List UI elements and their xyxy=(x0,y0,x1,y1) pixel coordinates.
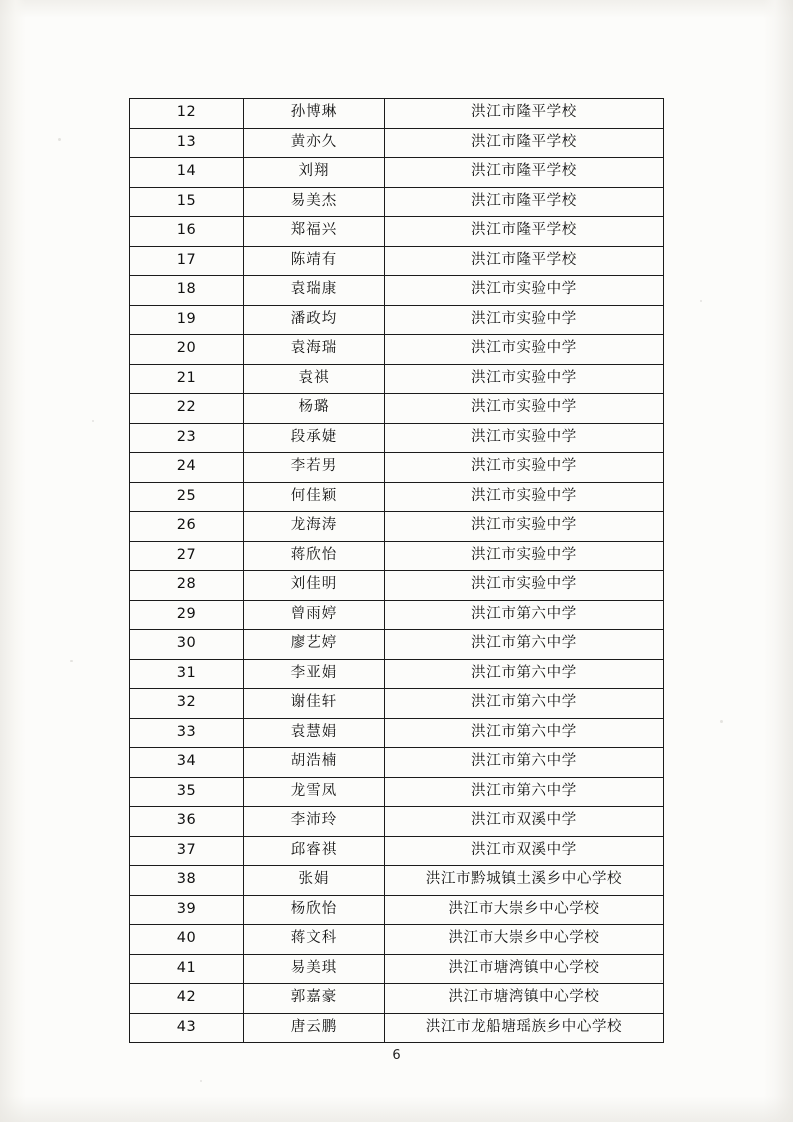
scan-speck xyxy=(200,1080,202,1082)
table-row xyxy=(130,187,664,217)
table-row xyxy=(130,866,664,896)
cell-student-name: 郑福兴 xyxy=(244,217,385,247)
cell-sequence-number: 25 xyxy=(130,482,244,512)
cell-sequence-number: 31 xyxy=(130,659,244,689)
table-row xyxy=(130,423,664,453)
cell-sequence-number: 20 xyxy=(130,335,244,365)
table-row xyxy=(130,659,664,689)
roster-table-container xyxy=(129,98,660,1043)
cell-sequence-number: 27 xyxy=(130,541,244,571)
cell-sequence-number: 23 xyxy=(130,423,244,453)
cell-student-name: 李沛玲 xyxy=(244,807,385,837)
cell-sequence-number: 26 xyxy=(130,512,244,542)
cell-school-name: 洪江市隆平学校 xyxy=(385,158,664,188)
table-row xyxy=(130,246,664,276)
cell-student-name: 黄亦久 xyxy=(244,128,385,158)
cell-school-name: 洪江市实验中学 xyxy=(385,571,664,601)
cell-sequence-number: 13 xyxy=(130,128,244,158)
cell-student-name: 陈靖有 xyxy=(244,246,385,276)
cell-school-name: 洪江市大崇乡中心学校 xyxy=(385,925,664,955)
cell-school-name: 洪江市实验中学 xyxy=(385,541,664,571)
scan-speck xyxy=(70,660,73,662)
cell-sequence-number: 43 xyxy=(130,1013,244,1043)
cell-student-name: 李亚娟 xyxy=(244,659,385,689)
cell-student-name: 何佳颖 xyxy=(244,482,385,512)
cell-school-name: 洪江市实验中学 xyxy=(385,423,664,453)
cell-sequence-number: 28 xyxy=(130,571,244,601)
cell-school-name: 洪江市黔城镇土溪乡中心学校 xyxy=(385,866,664,896)
cell-student-name: 段承婕 xyxy=(244,423,385,453)
table-row xyxy=(130,217,664,247)
scan-speck xyxy=(700,300,702,302)
cell-sequence-number: 17 xyxy=(130,246,244,276)
cell-school-name: 洪江市隆平学校 xyxy=(385,217,664,247)
scan-shadow-right xyxy=(763,0,793,1122)
table-row xyxy=(130,571,664,601)
cell-school-name: 洪江市第六中学 xyxy=(385,777,664,807)
table-row xyxy=(130,453,664,483)
table-row xyxy=(130,984,664,1014)
cell-school-name: 洪江市龙船塘瑶族乡中心学校 xyxy=(385,1013,664,1043)
table-row xyxy=(130,1013,664,1043)
table-row xyxy=(130,335,664,365)
cell-student-name: 蒋欣怡 xyxy=(244,541,385,571)
cell-sequence-number: 22 xyxy=(130,394,244,424)
cell-student-name: 龙海涛 xyxy=(244,512,385,542)
cell-school-name: 洪江市大崇乡中心学校 xyxy=(385,895,664,925)
cell-sequence-number: 12 xyxy=(130,99,244,129)
cell-student-name: 邱睿祺 xyxy=(244,836,385,866)
table-row xyxy=(130,925,664,955)
cell-school-name: 洪江市隆平学校 xyxy=(385,99,664,129)
cell-student-name: 蒋文科 xyxy=(244,925,385,955)
cell-sequence-number: 39 xyxy=(130,895,244,925)
cell-student-name: 袁海瑞 xyxy=(244,335,385,365)
cell-school-name: 洪江市第六中学 xyxy=(385,689,664,719)
cell-student-name: 郭嘉豪 xyxy=(244,984,385,1014)
table-row xyxy=(130,394,664,424)
cell-student-name: 易美杰 xyxy=(244,187,385,217)
cell-sequence-number: 21 xyxy=(130,364,244,394)
cell-student-name: 易美琪 xyxy=(244,954,385,984)
cell-school-name: 洪江市塘湾镇中心学校 xyxy=(385,984,664,1014)
table-row xyxy=(130,482,664,512)
cell-school-name: 洪江市隆平学校 xyxy=(385,246,664,276)
scan-speck xyxy=(92,420,94,422)
cell-school-name: 洪江市塘湾镇中心学校 xyxy=(385,954,664,984)
cell-school-name: 洪江市实验中学 xyxy=(385,364,664,394)
cell-sequence-number: 19 xyxy=(130,305,244,335)
table-row xyxy=(130,541,664,571)
cell-sequence-number: 38 xyxy=(130,866,244,896)
cell-sequence-number: 30 xyxy=(130,630,244,660)
scan-shadow-bottom xyxy=(0,1096,793,1122)
table-row xyxy=(130,718,664,748)
cell-student-name: 唐云鹏 xyxy=(244,1013,385,1043)
table-row xyxy=(130,807,664,837)
scan-speck xyxy=(58,138,61,141)
cell-student-name: 杨欣怡 xyxy=(244,895,385,925)
cell-student-name: 刘佳明 xyxy=(244,571,385,601)
cell-student-name: 袁慧娟 xyxy=(244,718,385,748)
cell-school-name: 洪江市第六中学 xyxy=(385,630,664,660)
roster-table xyxy=(129,98,664,1043)
cell-sequence-number: 35 xyxy=(130,777,244,807)
cell-student-name: 李若男 xyxy=(244,453,385,483)
cell-school-name: 洪江市第六中学 xyxy=(385,659,664,689)
cell-student-name: 袁祺 xyxy=(244,364,385,394)
cell-sequence-number: 37 xyxy=(130,836,244,866)
table-row xyxy=(130,689,664,719)
cell-school-name: 洪江市双溪中学 xyxy=(385,807,664,837)
cell-sequence-number: 14 xyxy=(130,158,244,188)
cell-sequence-number: 32 xyxy=(130,689,244,719)
cell-student-name: 刘翔 xyxy=(244,158,385,188)
scan-shadow-top xyxy=(0,0,793,18)
cell-student-name: 谢佳轩 xyxy=(244,689,385,719)
cell-student-name: 胡浩楠 xyxy=(244,748,385,778)
cell-student-name: 孙博琳 xyxy=(244,99,385,129)
cell-sequence-number: 40 xyxy=(130,925,244,955)
table-row xyxy=(130,364,664,394)
scan-shadow-left xyxy=(0,0,26,1122)
cell-school-name: 洪江市隆平学校 xyxy=(385,128,664,158)
table-row xyxy=(130,99,664,129)
cell-school-name: 洪江市双溪中学 xyxy=(385,836,664,866)
cell-school-name: 洪江市实验中学 xyxy=(385,305,664,335)
cell-student-name: 廖艺婷 xyxy=(244,630,385,660)
cell-sequence-number: 34 xyxy=(130,748,244,778)
cell-school-name: 洪江市实验中学 xyxy=(385,276,664,306)
cell-school-name: 洪江市实验中学 xyxy=(385,453,664,483)
cell-sequence-number: 16 xyxy=(130,217,244,247)
cell-sequence-number: 41 xyxy=(130,954,244,984)
table-row xyxy=(130,748,664,778)
cell-school-name: 洪江市实验中学 xyxy=(385,335,664,365)
table-row xyxy=(130,305,664,335)
cell-school-name: 洪江市实验中学 xyxy=(385,394,664,424)
cell-school-name: 洪江市隆平学校 xyxy=(385,187,664,217)
cell-student-name: 张娟 xyxy=(244,866,385,896)
cell-sequence-number: 36 xyxy=(130,807,244,837)
cell-school-name: 洪江市第六中学 xyxy=(385,718,664,748)
cell-student-name: 曾雨婷 xyxy=(244,600,385,630)
table-row xyxy=(130,836,664,866)
cell-school-name: 洪江市实验中学 xyxy=(385,482,664,512)
cell-school-name: 洪江市第六中学 xyxy=(385,748,664,778)
table-row xyxy=(130,600,664,630)
cell-student-name: 袁瑞康 xyxy=(244,276,385,306)
cell-student-name: 杨璐 xyxy=(244,394,385,424)
table-row xyxy=(130,512,664,542)
cell-sequence-number: 33 xyxy=(130,718,244,748)
cell-school-name: 洪江市实验中学 xyxy=(385,512,664,542)
cell-student-name: 龙雪凤 xyxy=(244,777,385,807)
cell-school-name: 洪江市第六中学 xyxy=(385,600,664,630)
table-row xyxy=(130,630,664,660)
cell-student-name: 潘政均 xyxy=(244,305,385,335)
roster-table-body xyxy=(130,99,664,1043)
table-row xyxy=(130,895,664,925)
table-row xyxy=(130,276,664,306)
page-number: 6 xyxy=(392,1048,401,1063)
cell-sequence-number: 15 xyxy=(130,187,244,217)
table-row xyxy=(130,777,664,807)
table-row xyxy=(130,128,664,158)
table-row xyxy=(130,954,664,984)
cell-sequence-number: 29 xyxy=(130,600,244,630)
cell-sequence-number: 24 xyxy=(130,453,244,483)
table-row xyxy=(130,158,664,188)
cell-sequence-number: 18 xyxy=(130,276,244,306)
scan-speck xyxy=(720,720,723,723)
cell-sequence-number: 42 xyxy=(130,984,244,1014)
